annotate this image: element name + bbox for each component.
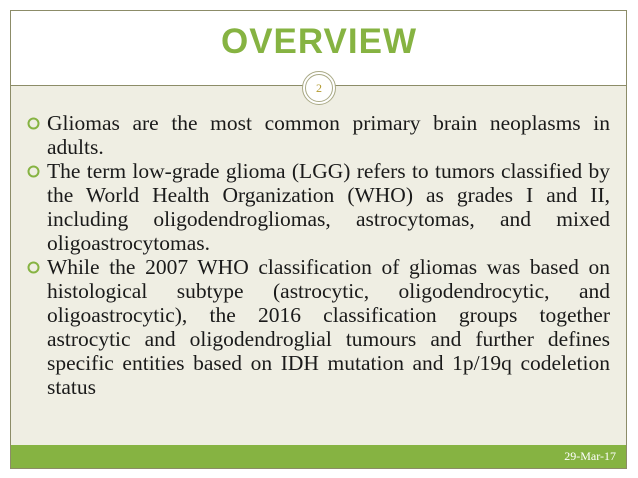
- page-number-badge: 2: [302, 71, 336, 105]
- circle-bullet-icon: [27, 165, 40, 178]
- bullet-list: [27, 111, 610, 399]
- bullet-item: [27, 255, 610, 399]
- bullet-text: The term low-grade glioma (LGG) refers to tumors classified by the World Health Organization (WHO) as grades I and II, including oligodendrogliomas, astrocytomas, and mixed oligoastrocytomas.: [47, 159, 610, 255]
- footer-bar: [11, 445, 626, 468]
- bullet-text: Gliomas are the most common primary brain neoplasms in adults.: [47, 111, 610, 159]
- bullet-item: [27, 159, 610, 255]
- bullet-text: While the 2007 WHO classification of gliomas was based on histological subtype (astrocytic, oligodendrocytic, and oligoastrocytic), the 2016 classification groups together astrocytic and oligodendroglial tumours and further defines specific entities based on IDH mutation and 1p/19q codeletion status: [47, 255, 610, 399]
- bullet-item: [27, 111, 610, 159]
- slide-date: 29-Mar-17: [564, 449, 616, 463]
- circle-bullet-icon: [27, 261, 40, 274]
- circle-bullet-icon: [27, 117, 40, 130]
- slide-title: OVERVIEW: [220, 22, 417, 61]
